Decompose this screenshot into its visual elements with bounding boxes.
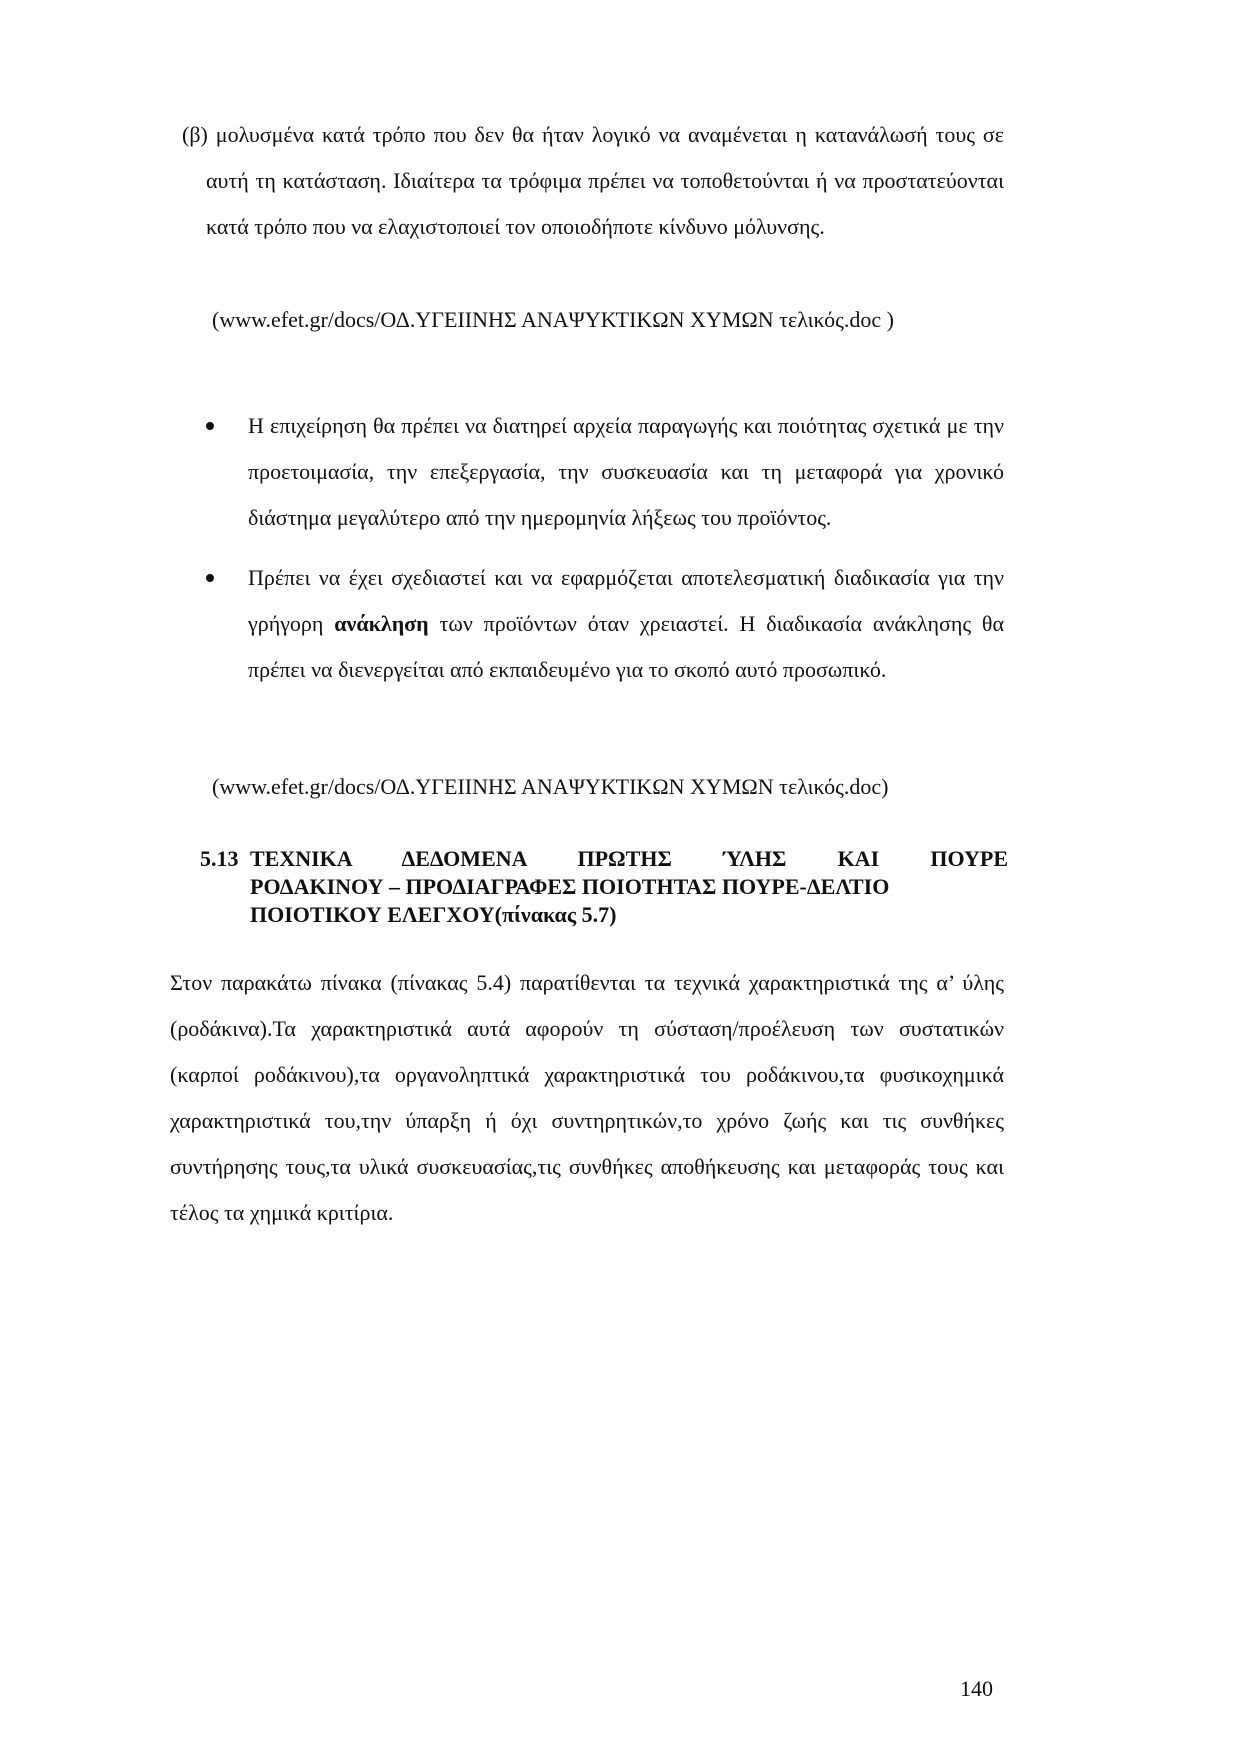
bullet-list [200, 403, 1004, 693]
section-title-line-1: ΤΕΧΝΙΚΑ ΔΕΔΟΜΕΝΑ ΠΡΩΤΗΣ ΎΛΗΣ ΚΑΙ ΠΟΥΡΕ [250, 846, 1008, 871]
bullet-icon [206, 574, 214, 582]
bullet-bold-word: ανάκληση [334, 611, 429, 636]
page-number: 140 [960, 1676, 993, 1701]
section-title-line-3: ΠΟΙΟΤΙΚΟΥ ΕΛΕΓΧΟΥ(πίνακας 5.7) [250, 902, 617, 927]
bullet-icon [206, 422, 214, 430]
reference-link-1: (www.efet.gr/docs/ΟΔ.ΥΓΕΙΙΝΗΣ ΑΝΑΨΥΚΤΙΚΩΝ ΧΥΜΩΝ τελικός.doc ) [212, 307, 894, 332]
section-title [250, 845, 1008, 929]
section-heading [200, 845, 1008, 929]
bullet-item-recall [200, 555, 1004, 693]
section-title-line-2: ΡΟΔΑΚΙΝΟΥ – ΠΡΟΔΙΑΓΡΑΦΕΣ ΠΟΙΟΤΗΤΑΣ ΠΟΥΡΕ-ΔΕΛΤΙΟ [250, 874, 890, 899]
bullet-text-before: Πρέπει να έχει σχεδιαστεί και να εφαρμόζεται αποτελεσματική διαδικασία για την γρήγορη [248, 565, 1004, 636]
bullet-item-records [200, 403, 1004, 541]
paragraph-main: Στον παρακάτω πίνακα (πίνακας 5.4) παρατίθενται τα τεχνικά χαρακτηριστικά της α’ ύλης (ροδάκινα).Τα χαρακτηριστικά αυτά αφορούν τη σύσταση/προέλευση των συστατικών (καρποί ροδάκινου),τα οργανοληπτικά χαρακτηριστικά του ροδάκινου,τα φυσικοχημικά χαρακτηριστικά του,την ύπαρξη ή όχι συντηρητικών,το χρόνο ζωής και τις συνθήκες συντήρησης τους,τα υλικά συσκευασίας,τις συνθήκες αποθήκευσης και μεταφοράς τους και τέλος τα χημικά κριτίρια. [170, 970, 1004, 1225]
reference-link-2: (www.efet.gr/docs/ΟΔ.ΥΓΕΙΙΝΗΣ ΑΝΑΨΥΚΤΙΚΩΝ ΧΥΜΩΝ τελικός.doc) [212, 774, 889, 799]
bullet-text-after: των προϊόντων όταν χρειαστεί. Η διαδικασία ανάκλησης θα πρέπει να διενεργείται από εκπαιδευμένο για το σκοπό αυτό προσωπικό. [248, 611, 1004, 682]
paragraph-b: (β) μολυσμένα κατά τρόπο που δεν θα ήταν λογικό να αναμένεται η κατανάλωσή τους σε αυτή τη κατάσταση. Ιδιαίτερα τα τρόφιμα πρέπει να τοποθετούνται ή να προστατεύονται κατά τρόπο που να ελαχιστοποιεί τον οποιοδήποτε κίνδυνο μόλυνσης. [182, 122, 1004, 239]
section-number: 5.13 [200, 846, 239, 871]
bullet-text: Η επιχείρηση θα πρέπει να διατηρεί αρχεία παραγωγής και ποιότητας σχετικά με την προετοιμασία, την επεξεργασία, την συσκευασία και τη μεταφορά για χρονικό διάστημα μεγαλύτερο από την ημερομηνία λήξεως του προϊόντος. [248, 413, 1004, 530]
